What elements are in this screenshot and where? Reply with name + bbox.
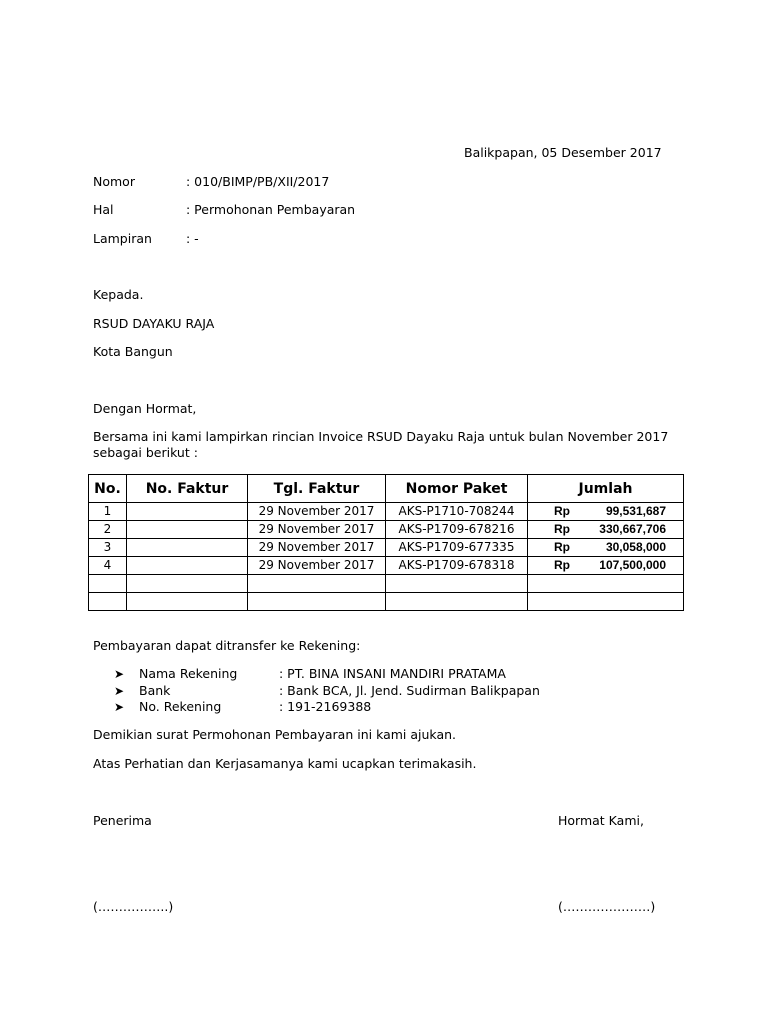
- cell-faktur: [127, 593, 248, 611]
- bank-details-list: [114, 666, 540, 716]
- cell-paket: AKS-P1709-678318: [386, 557, 528, 575]
- cell-jumlah: [528, 575, 684, 593]
- header-tgl-faktur: Tgl. Faktur: [248, 475, 386, 503]
- cell-faktur: [127, 521, 248, 539]
- bank-detail-label: No. Rekening: [139, 699, 222, 714]
- table-header-row: [89, 475, 684, 503]
- cell-no: [89, 575, 127, 593]
- signature-right-title: Hormat Kami,: [558, 813, 644, 828]
- cell-jumlah: [528, 503, 684, 521]
- cell-faktur: [127, 503, 248, 521]
- cell-tgl: [248, 593, 386, 611]
- table-row-empty: [89, 593, 684, 611]
- arrow-bullet-icon: ➤: [114, 683, 125, 698]
- cell-tgl: 29 November 2017: [248, 539, 386, 557]
- table-row-empty: [89, 575, 684, 593]
- header-nomor-paket: Nomor Paket: [386, 475, 528, 503]
- arrow-bullet-icon: ➤: [114, 700, 125, 714]
- greeting: Dengan Hormat,: [93, 401, 197, 416]
- bank-detail-value: : PT. BINA INSANI MANDIRI PRATAMA: [279, 666, 506, 681]
- signature-left-name: (……………..): [93, 899, 174, 914]
- bank-detail-value: : Bank BCA, Jl. Jend. Sudirman Balikpapan: [279, 682, 540, 698]
- recipient-city: Kota Bangun: [93, 344, 173, 359]
- cell-tgl: 29 November 2017: [248, 521, 386, 539]
- arrow-bullet-icon: ➤: [114, 667, 125, 681]
- signature-right-name: (…………………): [558, 899, 656, 914]
- lampiran-label: Lampiran: [93, 231, 152, 246]
- amount-value: 99,531,687: [605, 504, 666, 518]
- header-no: No.: [89, 475, 127, 503]
- header-jumlah: Jumlah: [528, 475, 684, 503]
- bank-detail-label: Bank: [139, 682, 171, 698]
- lampiran-value: : -: [186, 231, 199, 246]
- signature-left-title: Penerima: [93, 813, 152, 828]
- invoice-table: [88, 474, 684, 611]
- currency-label: Rp: [554, 504, 570, 518]
- currency-label: Rp: [554, 522, 570, 536]
- nomor-value: : 010/BIMP/PB/XII/2017: [186, 174, 330, 189]
- cell-no: [89, 593, 127, 611]
- cell-tgl: 29 November 2017: [248, 557, 386, 575]
- cell-no: 3: [89, 539, 127, 557]
- cell-no: 2: [89, 521, 127, 539]
- amount-value: 30,058,000: [605, 540, 666, 554]
- cell-jumlah: [528, 539, 684, 557]
- recipient-name: RSUD DAYAKU RAJA: [93, 316, 215, 331]
- list-item: [114, 683, 540, 700]
- cell-paket: AKS-P1710-708244: [386, 503, 528, 521]
- cell-paket: [386, 575, 528, 593]
- cell-no: 1: [89, 503, 127, 521]
- payment-intro: Pembayaran dapat ditransfer ke Rekening:: [93, 638, 361, 653]
- table-row: [89, 521, 684, 539]
- nomor-label: Nomor: [93, 174, 135, 189]
- amount-value: 330,667,706: [599, 522, 666, 536]
- cell-tgl: 29 November 2017: [248, 503, 386, 521]
- cell-jumlah: [528, 557, 684, 575]
- hal-label: Hal: [93, 202, 114, 217]
- cell-faktur: [127, 575, 248, 593]
- header-no-faktur: No. Faktur: [127, 475, 248, 503]
- list-item: [114, 666, 540, 683]
- cell-faktur: [127, 557, 248, 575]
- cell-paket: AKS-P1709-678216: [386, 521, 528, 539]
- cell-no: 4: [89, 557, 127, 575]
- bank-detail-value: : 191-2169388: [279, 699, 372, 714]
- table-row: [89, 503, 684, 521]
- list-item: [114, 699, 540, 716]
- cell-paket: [386, 593, 528, 611]
- hal-value: : Permohonan Pembayaran: [186, 202, 356, 217]
- table-row: [89, 539, 684, 557]
- cell-jumlah: [528, 521, 684, 539]
- currency-label: Rp: [554, 540, 570, 554]
- cell-paket: AKS-P1709-677335: [386, 539, 528, 557]
- intro-paragraph: Bersama ini kami lampirkan rincian Invoice RSUD Dayaku Raja untuk bulan November 2017 sebagai berikut :: [93, 429, 669, 460]
- cell-tgl: [248, 575, 386, 593]
- closing-line-1: Demikian surat Permohonan Pembayaran ini kami ajukan.: [93, 727, 456, 742]
- table-row: [89, 557, 684, 575]
- currency-label: Rp: [554, 558, 570, 572]
- cell-faktur: [127, 539, 248, 557]
- cell-jumlah: [528, 593, 684, 611]
- amount-value: 107,500,000: [599, 558, 666, 572]
- place-date: Balikpapan, 05 Desember 2017: [464, 145, 662, 160]
- kepada-label: Kepada.: [93, 287, 144, 302]
- closing-line-2: Atas Perhatian dan Kerjasamanya kami ucapkan terimakasih.: [93, 756, 477, 771]
- bank-detail-label: Nama Rekening: [139, 666, 238, 681]
